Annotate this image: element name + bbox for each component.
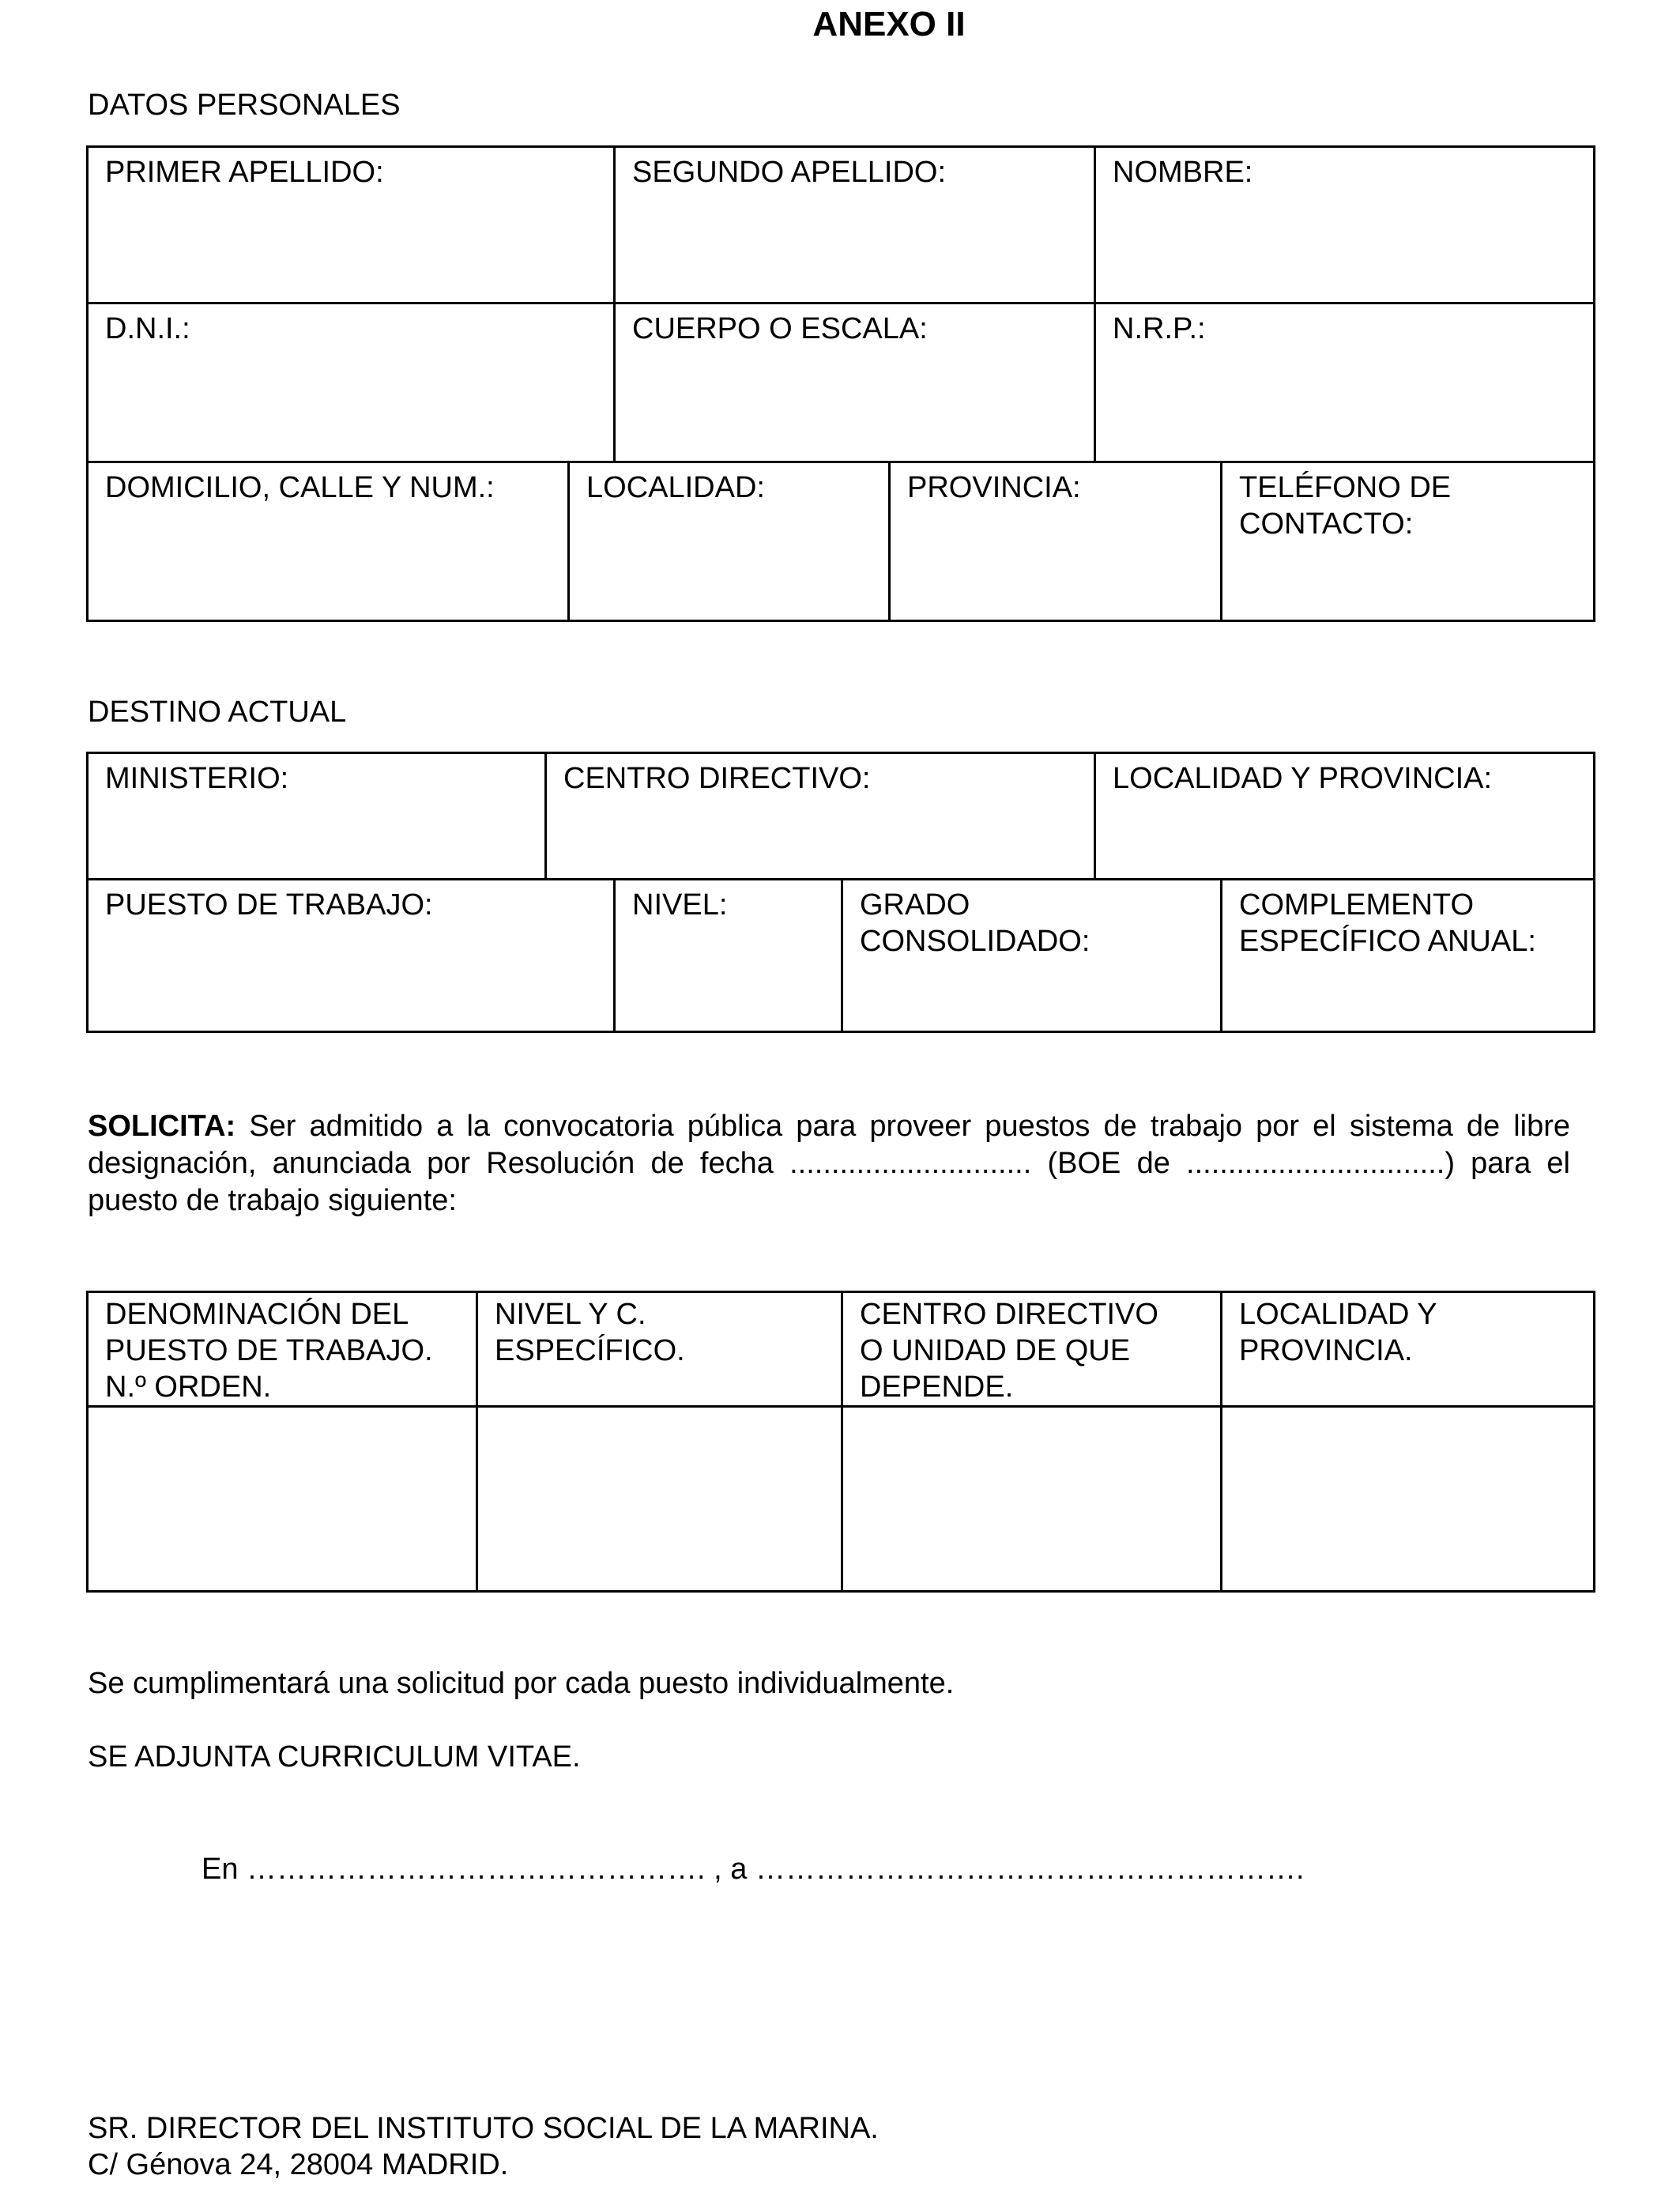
section-heading-destino-actual: DESTINO ACTUAL: [88, 696, 347, 729]
field-dni[interactable]: D.N.I.:: [105, 312, 190, 345]
field-centro-directivo[interactable]: CENTRO DIRECTIVO:: [563, 762, 871, 795]
field-localidad[interactable]: LOCALIDAD:: [586, 471, 765, 504]
field-domicilio[interactable]: DOMICILIO, CALLE Y NUM.:: [105, 471, 495, 504]
field-provincia[interactable]: PROVINCIA:: [907, 471, 1081, 504]
field-ministerio[interactable]: MINISTERIO:: [105, 762, 289, 795]
page-title: ANEXO II: [812, 5, 966, 43]
input-localidad-provincia[interactable]: [1222, 1408, 1594, 1593]
field-telefono-contacto[interactable]: TELÉFONO DE CONTACTO:: [1239, 471, 1452, 541]
field-nivel[interactable]: NIVEL:: [632, 888, 728, 922]
input-denominacion-puesto[interactable]: [89, 1408, 476, 1593]
nota-solicitud: Se cumplimentará una solicitud por cada puesto individualmente.: [88, 1667, 955, 1700]
adjunta-curriculum: SE ADJUNTA CURRICULUM VITAE.: [88, 1740, 581, 1774]
field-puesto-trabajo[interactable]: PUESTO DE TRABAJO:: [105, 888, 433, 922]
puesto-solicitado-table: [86, 1291, 1595, 1593]
field-segundo-apellido[interactable]: SEGUNDO APELLIDO:: [632, 156, 947, 189]
destinatario-line2: C/ Génova 24, 28004 MADRID.: [88, 2148, 509, 2181]
field-nrp[interactable]: N.R.P.:: [1113, 312, 1206, 345]
field-primer-apellido[interactable]: PRIMER APELLIDO:: [105, 156, 384, 189]
solicita-text: Ser admitido a la convocatoria pública para proveer puestos de trabajo por el sistema de libre designación, anunciada por Resolución de fecha ............................. (BOE de ...............................) para el puesto de trabajo siguiente:: [88, 1110, 1570, 1217]
header-centro-directivo: CENTRO DIRECTIVO O UNIDAD DE QUE DEPENDE.: [860, 1298, 1158, 1404]
field-complemento-especifico[interactable]: COMPLEMENTO ESPECÍFICO ANUAL:: [1239, 888, 1536, 958]
section-heading-datos-personales: DATOS PERSONALES: [88, 89, 401, 122]
destinatario-line1: SR. DIRECTOR DEL INSTITUTO SOCIAL DE LA MARINA.: [88, 2112, 879, 2145]
lugar-fecha-line[interactable]: En ………………………………………. , a ……………………………………………….: [202, 1853, 1305, 1886]
header-localidad-provincia: LOCALIDAD Y PROVINCIA.: [1239, 1298, 1437, 1367]
input-centro-directivo[interactable]: [843, 1408, 1220, 1593]
field-localidad-provincia[interactable]: LOCALIDAD Y PROVINCIA:: [1113, 762, 1493, 795]
header-nivel-especifico: NIVEL Y C. ESPECÍFICO.: [495, 1298, 685, 1367]
solicita-paragraph: [88, 1108, 1570, 1220]
destino-actual-table: [86, 752, 1595, 1033]
field-grado-consolidado[interactable]: GRADO CONSOLIDADO:: [860, 888, 1090, 958]
datos-personales-table: [86, 145, 1595, 622]
solicita-label: SOLICITA:: [88, 1110, 236, 1143]
header-denominacion-puesto: DENOMINACIÓN DEL PUESTO DE TRABAJO. N.º ORDEN.: [105, 1298, 433, 1404]
field-nombre[interactable]: NOMBRE:: [1113, 156, 1253, 189]
field-cuerpo-escala[interactable]: CUERPO O ESCALA:: [632, 312, 928, 345]
input-nivel-especifico[interactable]: [478, 1408, 841, 1593]
